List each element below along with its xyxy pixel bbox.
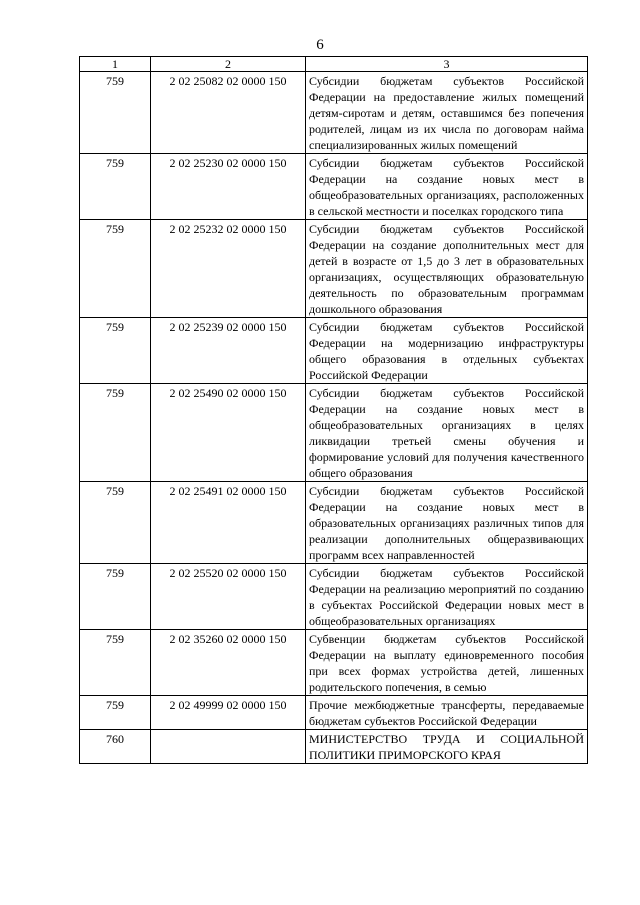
table-row xyxy=(80,730,588,764)
page-number: 6 xyxy=(316,37,324,53)
column-header-name: 3 xyxy=(306,57,588,72)
ministry-name-cell: МИНИСТЕРСТВО ТРУДА И СОЦИАЛЬНОЙ ПОЛИТИКИ ПРИМОРСКОГО КРАЯ xyxy=(306,730,588,764)
admin-code-cell: 760 xyxy=(80,730,151,764)
admin-code-cell: 759 xyxy=(80,384,151,482)
revenue-code-cell: 2 02 25232 02 0000 150 xyxy=(151,220,306,318)
admin-code-cell: 759 xyxy=(80,318,151,384)
revenue-code-cell: 2 02 25082 02 0000 150 xyxy=(151,72,306,154)
table-header-row xyxy=(80,57,588,72)
revenue-code-cell: 2 02 25520 02 0000 150 xyxy=(151,564,306,630)
revenue-code-cell: 2 02 49999 02 0000 150 xyxy=(151,696,306,730)
table-row xyxy=(80,220,588,318)
revenue-code-cell: 2 02 25490 02 0000 150 xyxy=(151,384,306,482)
revenue-name-cell: Субсидии бюджетам субъектов Российской Федерации на создание дополнительных мест для детей в возрасте от 1,5 до 3 лет в образовательных организациях, осуществляющих образовательную деятельность по образовательным программам дошкольного образования xyxy=(306,220,588,318)
revenue-name-cell: Субвенции бюджетам субъектов Российской Федерации на выплату единовременного пособия при всех формах устройства детей, лишенных родительского попечения, в семью xyxy=(306,630,588,696)
table-row xyxy=(80,72,588,154)
admin-code-cell: 759 xyxy=(80,630,151,696)
admin-code-cell: 759 xyxy=(80,220,151,318)
revenue-name-cell: Субсидии бюджетам субъектов Российской Федерации на предоставление жилых помещений детям-сиротам и детям, оставшимся без попечения родителей, лицам из их числа по договорам найма специализированных жилых помещений xyxy=(306,72,588,154)
admin-code-cell: 759 xyxy=(80,154,151,220)
revenue-name-cell: Прочие межбюджетные трансферты, передаваемые бюджетам субъектов Российской Федерации xyxy=(306,696,588,730)
table-row xyxy=(80,564,588,630)
revenue-name-cell: Субсидии бюджетам субъектов Российской Федерации на реализацию мероприятий по созданию в субъектах Российской Федерации новых мест в общеобразовательных организациях xyxy=(306,564,588,630)
admin-code-cell: 759 xyxy=(80,564,151,630)
table-row xyxy=(80,696,588,730)
admin-code-cell: 759 xyxy=(80,72,151,154)
revenue-code-cell: 2 02 25239 02 0000 150 xyxy=(151,318,306,384)
revenue-code-cell xyxy=(151,730,306,764)
revenue-code-cell: 2 02 25491 02 0000 150 xyxy=(151,482,306,564)
revenue-name-cell: Субсидии бюджетам субъектов Российской Федерации на модернизацию инфраструктуры общего образования в отдельных субъектах Российской Федерации xyxy=(306,318,588,384)
budget-classification-table xyxy=(79,56,588,764)
revenue-name-cell: Субсидии бюджетам субъектов Российской Федерации на создание новых мест в образовательных организациях различных типов для реализации дополнительных общеразвивающих программ всех направленностей xyxy=(306,482,588,564)
revenue-name-cell: Субсидии бюджетам субъектов Российской Федерации на создание новых мест в общеобразовательных организациях в целях ликвидации третьей смены обучения и формирование условий для получения качественного общего образования xyxy=(306,384,588,482)
admin-code-cell: 759 xyxy=(80,696,151,730)
table-row xyxy=(80,482,588,564)
admin-code-cell: 759 xyxy=(80,482,151,564)
table-row xyxy=(80,154,588,220)
revenue-code-cell: 2 02 35260 02 0000 150 xyxy=(151,630,306,696)
table-row xyxy=(80,630,588,696)
revenue-name-cell: Субсидии бюджетам субъектов Российской Федерации на создание новых мест в общеобразовательных организациях, расположенных в сельской местности и поселках городского типа xyxy=(306,154,588,220)
table-row xyxy=(80,318,588,384)
revenue-code-cell: 2 02 25230 02 0000 150 xyxy=(151,154,306,220)
table-row xyxy=(80,384,588,482)
column-header-admin: 1 xyxy=(80,57,151,72)
column-header-code: 2 xyxy=(151,57,306,72)
